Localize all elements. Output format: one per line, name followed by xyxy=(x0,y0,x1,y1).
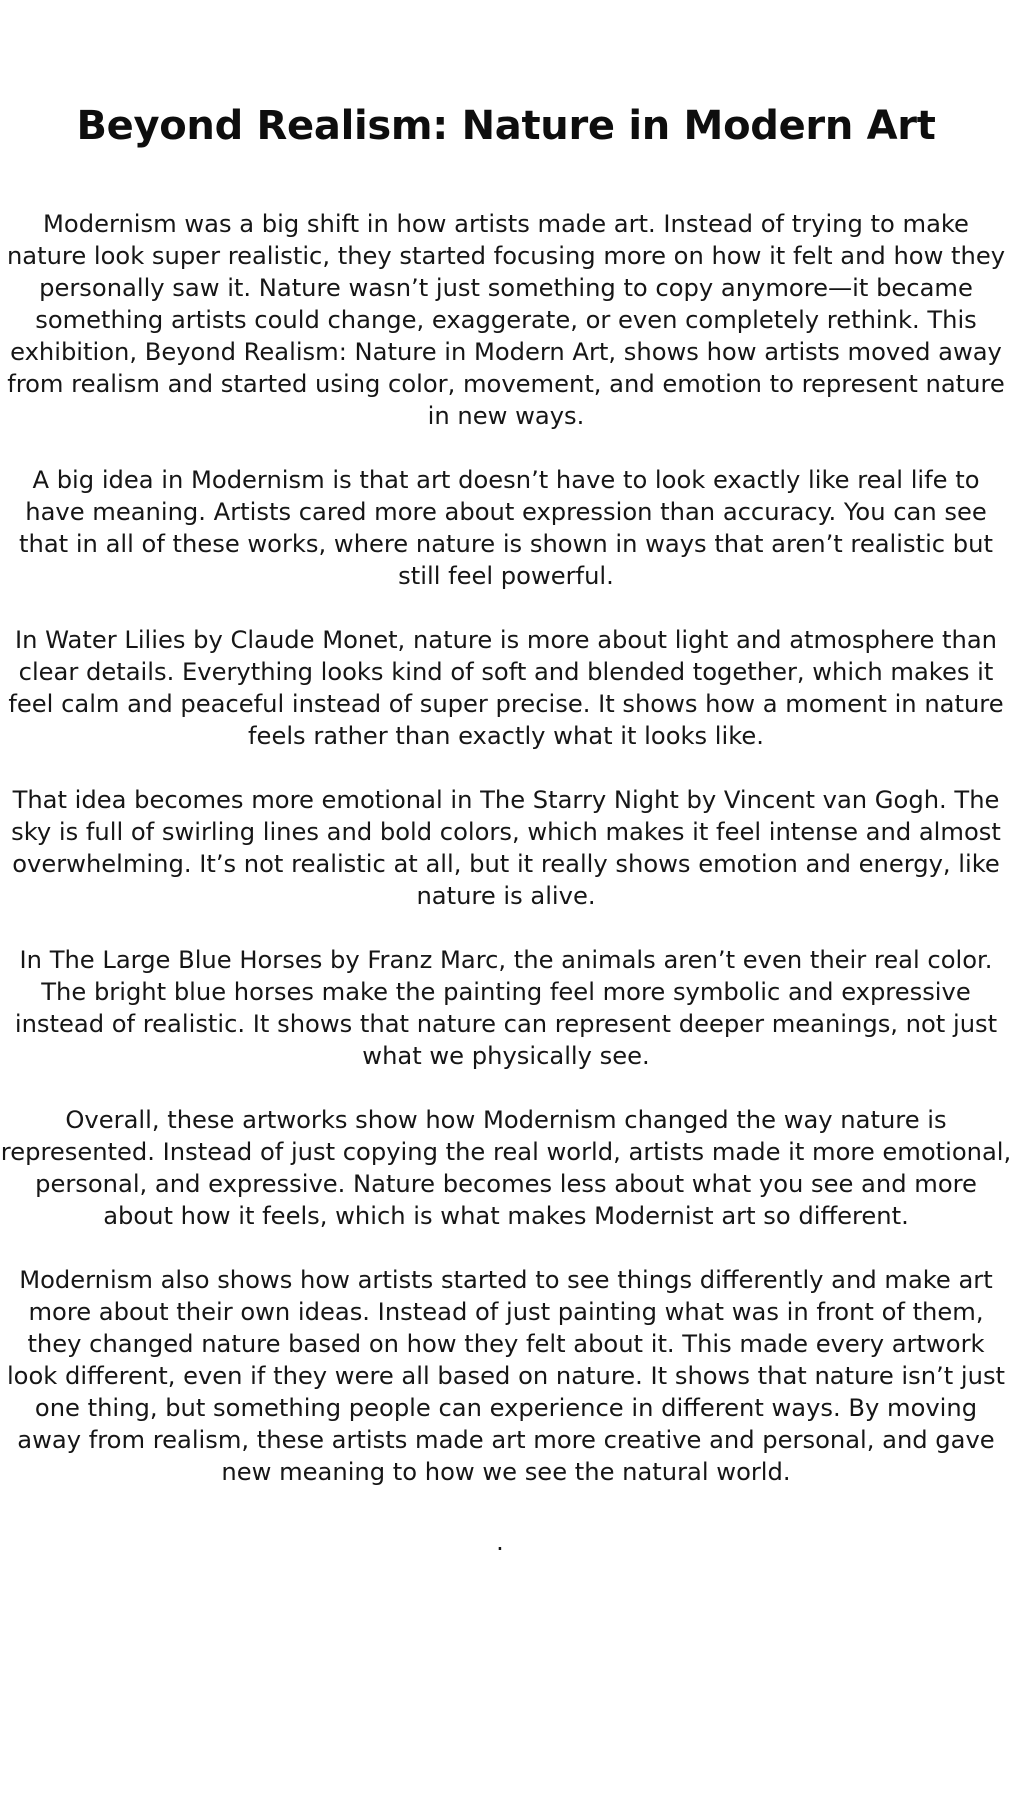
trailing-period: . xyxy=(496,1528,504,1556)
paragraph-blue-horses: In The Large Blue Horses by Franz Marc, the animals aren’t even their real color. The bright blue horses make the painting feel more symbolic and expressive instead of realistic. It shows that nature can represent deeper meanings, not just what we physically see. xyxy=(14,946,998,1070)
paragraph-overall: Overall, these artworks show how Modernism changed the way nature is represented. Instead of just copying the real world, artists made it more emotional, personal, and expressive. Nature becomes less about what you see and more about how it feels, which is what makes Modernist art so different. xyxy=(0,1106,1012,1230)
paragraph-big-idea: A big idea in Modernism is that art doesn’t have to look exactly like real life to have meaning. Artists cared more about expression than accuracy. You can see that in all of these works, where nature is shown in ways that aren’t realistic but still feel powerful. xyxy=(19,466,993,590)
paragraph-water-lilies: In Water Lilies by Claude Monet, nature is more about light and atmosphere than clear details. Everything looks kind of soft and blended together, which makes it feel calm and peaceful instead of super precise. It shows how a moment in nature feels rather than exactly what it looks like. xyxy=(8,626,1004,750)
paragraph-intro: Modernism was a big shift in how artists made art. Instead of trying to make nature look super realistic, they started focusing more on how it felt and how they personally saw it. Nature wasn’t just something to copy anymore—it became something artists could change, exaggerate, or even completely rethink. This exhibition, Beyond Realism: Nature in Modern Art, shows how artists moved away from realism and started using color, movement, and emotion to represent nature in new ways. xyxy=(6,210,1006,430)
paragraph-conclusion: Modernism also shows how artists started to see things differently and make art more about their own ideas. Instead of just painting what was in front of them, they changed nature based on how they felt about it. This made every artwork look different, even if they were all based on nature. It shows that nature isn’t just one thing, but something people can experience in different ways. By moving away from realism, these artists made art more creative and personal, and gave new meaning to how we see the natural world. xyxy=(6,1266,1006,1486)
document-title: Beyond Realism: Nature in Modern Art xyxy=(76,103,936,149)
paragraph-starry-night: That idea becomes more emotional in The Starry Night by Vincent van Gogh. The sky is full of swirling lines and bold colors, which makes it feel intense and almost overwhelming. It’s not realistic at all, but it really shows emotion and energy, like nature is alive. xyxy=(11,786,1001,910)
document-body xyxy=(0,208,1012,1520)
